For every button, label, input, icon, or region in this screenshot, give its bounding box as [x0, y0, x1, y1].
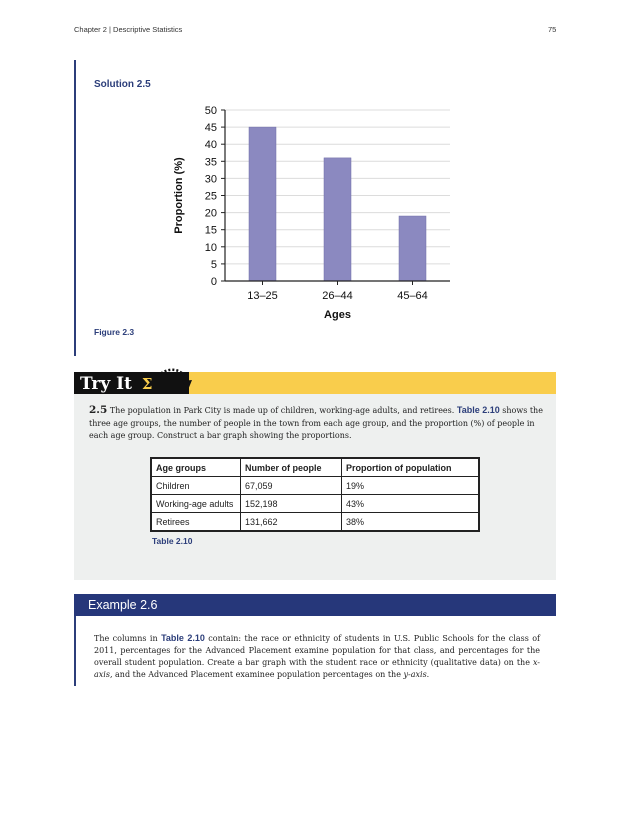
- table-cell: 38%: [342, 513, 480, 532]
- y-axis-label: Proportion (%): [173, 157, 185, 234]
- table-reference-link[interactable]: Table 2.10: [161, 633, 205, 643]
- table-cell: 43%: [342, 495, 480, 513]
- column-header: Number of people: [241, 458, 342, 477]
- table-row: [151, 513, 479, 532]
- y-tick-label: 50: [204, 105, 217, 117]
- example-text-start: The columns in: [94, 634, 158, 643]
- figure-caption: Figure 2.3: [94, 327, 135, 337]
- table-cell: 67,059: [241, 477, 342, 495]
- y-tick-label: 25: [204, 190, 217, 203]
- x-axis-term: x-axis: [94, 658, 541, 679]
- bar: [399, 216, 426, 281]
- age-group-table: [150, 457, 480, 532]
- y-tick-label: 20: [204, 207, 217, 220]
- example-text: [94, 632, 540, 681]
- y-tick-label: 40: [204, 139, 217, 152]
- y-tick-label: 45: [204, 122, 217, 135]
- table-cell: 152,198: [241, 495, 342, 513]
- chart-bars: [249, 127, 426, 281]
- y-tick-label: 15: [204, 224, 217, 237]
- x-tick-label: 26–44: [322, 290, 353, 302]
- table-row: [151, 495, 479, 513]
- solution-left-rule: [74, 60, 76, 356]
- x-tick-label: 45–64: [397, 290, 428, 302]
- try-it-text: Try It: [80, 374, 132, 394]
- y-tick-label: 35: [204, 156, 217, 169]
- try-it-problem: [89, 404, 549, 443]
- table-caption: Table 2.10: [152, 536, 193, 546]
- x-axis-label: Ages: [324, 309, 351, 321]
- y-tick-label: 0: [210, 276, 217, 288]
- solution-title: Solution 2.5: [94, 79, 151, 90]
- table-cell: Retirees: [151, 513, 241, 532]
- table-cell: Working-age adults: [151, 495, 241, 513]
- example-text-mid: contain: the race or ethnicity of students in U.S. Public Schools for the class of 2011, percentages for the Advanced Placement examine population for that class, and percentages for the overall student population. Create a bar graph with the student race or ethnicity (qualitative data) on the: [94, 634, 541, 667]
- problem-text-start: The population in Park City is made up of children, working-age adults, and retirees.: [109, 406, 455, 415]
- sigma-icon: Σ: [141, 375, 153, 393]
- bar-chart: [160, 98, 470, 323]
- bar: [249, 127, 276, 281]
- table-cell: 19%: [342, 477, 480, 495]
- table-reference-link[interactable]: Table 2.10: [456, 405, 500, 415]
- y-tick-label: 5: [210, 258, 217, 271]
- column-header: Proportion of population: [342, 458, 480, 477]
- example-text-end: .: [426, 670, 430, 679]
- table-cell: Children: [151, 477, 241, 495]
- bar: [324, 158, 351, 281]
- problem-text-end: shows the three age groups, the number of people in the town from each age group, and the proportion (%) of people in each age group. Construct a bar graph showing the proportions.: [89, 406, 543, 440]
- example-left-rule: [74, 616, 76, 686]
- problem-number: 2.5: [89, 404, 108, 416]
- table-cell: 131,662: [241, 513, 342, 532]
- dotted-arrow-icon: [150, 366, 195, 394]
- table-header-row: [151, 458, 479, 477]
- y-tick-label: 30: [204, 173, 217, 186]
- column-header: Age groups: [151, 458, 241, 477]
- running-header: Chapter 2 | Descriptive Statistics: [74, 25, 183, 34]
- table-row: [151, 477, 479, 495]
- example-text-mid2: , and the Advanced Placement examinee population percentages on the: [109, 670, 401, 679]
- page-number: 75: [548, 25, 557, 34]
- example-title: Example 2.6: [88, 598, 158, 612]
- y-tick-label: 10: [204, 241, 217, 254]
- y-axis-term: y-axis: [403, 670, 427, 679]
- x-tick-label: 13–25: [247, 290, 278, 302]
